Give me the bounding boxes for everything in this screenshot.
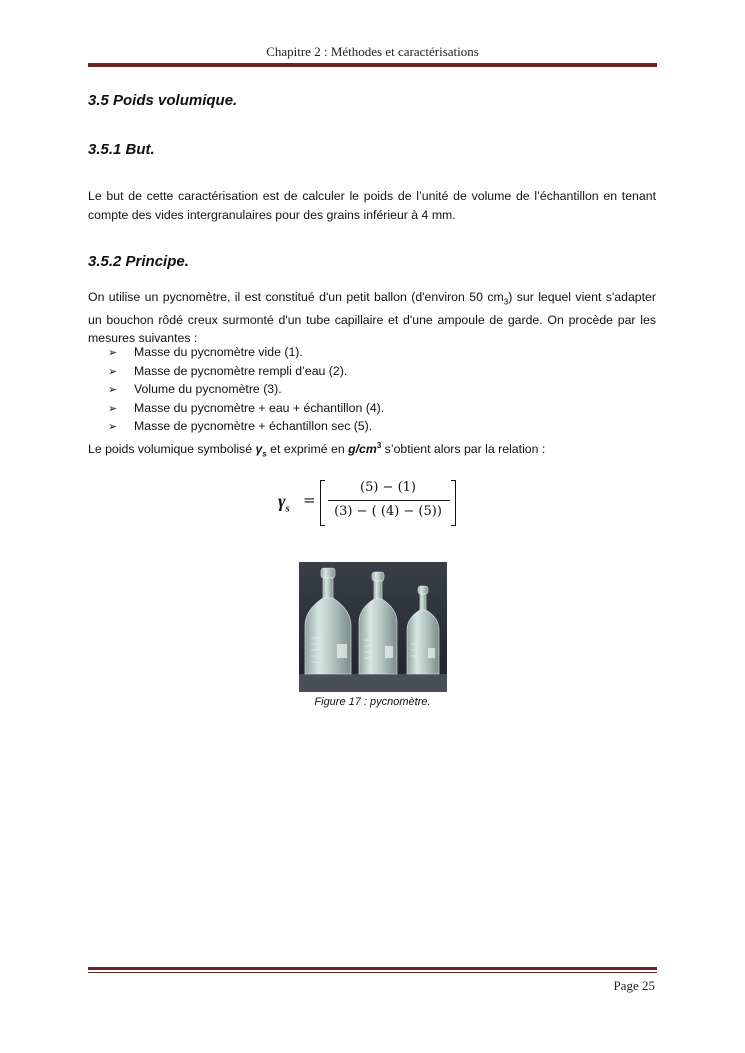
figure-caption: Figure 17 : pycnomètre. bbox=[314, 696, 431, 708]
arrow-bullet-icon: ➢ bbox=[108, 347, 118, 359]
formula-numerator: (5) − (1) bbox=[360, 480, 416, 495]
subsection-but-title: 3.5.1 But. bbox=[88, 141, 155, 158]
right-bracket bbox=[451, 480, 456, 526]
arrow-bullet-icon: ➢ bbox=[108, 421, 118, 433]
header-rule bbox=[88, 63, 657, 67]
formula-denominator: (3) − ( (4) − (5)) bbox=[334, 504, 442, 519]
list-item: ➢ Masse de pycnomètre rempli d’eau (2). bbox=[108, 362, 384, 381]
arrow-bullet-icon: ➢ bbox=[108, 384, 118, 396]
fraction-bar bbox=[328, 500, 450, 501]
formula-equals: = bbox=[303, 491, 316, 509]
left-bracket bbox=[320, 480, 325, 526]
section-title: 3.5 Poids volumique. bbox=[88, 92, 238, 109]
measurement-list bbox=[108, 343, 384, 436]
pycnometer-photo bbox=[299, 562, 447, 692]
arrow-bullet-icon: ➢ bbox=[108, 365, 118, 378]
list-item: ➢ Masse du pycnomètre + eau + échantillon (4). bbox=[108, 399, 384, 418]
header-title: Chapitre 2 : Méthodes et caractérisations bbox=[266, 44, 479, 59]
subsection-principe-title: 3.5.2 Principe. bbox=[88, 253, 189, 270]
footer-rule-thick bbox=[88, 967, 657, 970]
poids-volumique-formula bbox=[278, 476, 478, 530]
list-item: ➢ Masse du pycnomètre vide (1). bbox=[108, 343, 384, 362]
list-item: ➢ Volume du pycnomètre (3). bbox=[108, 380, 384, 399]
but-paragraph: Le but de cette caractérisation est de calculer le poids de l’unité de volume de l’échantillon en tenant compte des vides intergranulaires pour des grains inférieur à 4 mm. bbox=[88, 189, 656, 222]
list-item: ➢ Masse de pycnomètre + échantillon sec (5). bbox=[108, 417, 384, 436]
principe-intro: On utilise un pycnomètre, il est constitué d'un petit ballon (d'environ 50 $cm_3$) sur lequel vient s'adapter un bouchon rôdé creux surmonté d'un tube capillaire et d'une ampoule de garde. On procède par les mesures suivantes : bbox=[88, 290, 656, 346]
arrow-bullet-icon: ➢ bbox=[108, 402, 118, 415]
relation-sentence: Le poids volumique symbolisé $\gamma_s$ et exprimé en $g/cm^3$ s’obtient alors par la relation : bbox=[88, 441, 546, 459]
page-number: Page 25 bbox=[613, 978, 655, 993]
footer-rule-thin bbox=[88, 972, 657, 973]
formula-lhs: $\gamma_s$ bbox=[278, 491, 290, 515]
